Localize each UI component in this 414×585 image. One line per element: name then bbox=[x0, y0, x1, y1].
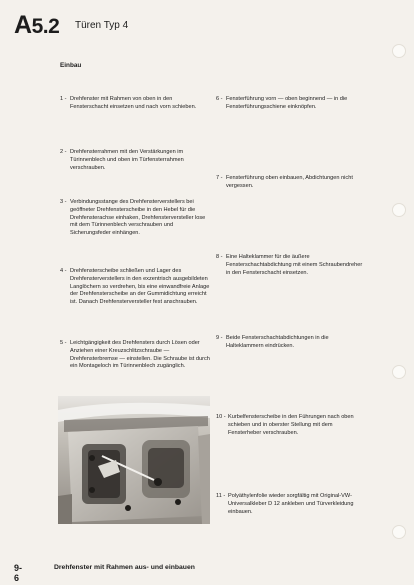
step-text: Eine Halteklammer für die äußere Fensterschachtabdichtung mit einem Schraubendreher in den Fensterschacht einsetzen. bbox=[226, 254, 363, 276]
door-photo bbox=[58, 396, 210, 524]
step-10 bbox=[216, 414, 366, 437]
step-text: Fensterführung oben einbauen, Abdichtungen nicht vergessen. bbox=[226, 175, 353, 189]
step-text: Drehfensterscheibe schließen und Lager des Drehfensterverstellers in den exzentrisch ausgebildeten Langlöchern so verdrehen, bis eine einwandfreie Anlage der Drehfensterscheibe an der Gummidichtung erreicht ist. Danach Drehfensterversteller fest anschrauben. bbox=[70, 268, 210, 306]
step-number: 2 - bbox=[60, 149, 67, 155]
step-text: Verbindungsstange des Drehfensterverstellers bei geöffneter Drehfensterscheibe in den Hebel für die Drehfensterachse einhaken, Drehfensterversteller lose mit dem Türinnenblech verschrauben und Sicherungsfeder einhängen. bbox=[70, 199, 206, 237]
binder-hole bbox=[392, 203, 406, 217]
step-text: Kurbelfensterscheibe in den Führungen nach oben schieben und in oberster Stellung mit dem Fensterheber verschrauben. bbox=[228, 414, 354, 436]
section-code-number: 5.2 bbox=[31, 15, 60, 38]
step-text: Polyäthylenfolie wieder sorgfältig mit Original-VW-Universalkleber D 12 ankleben und Türverkleidung einbauen. bbox=[228, 493, 354, 515]
section-title: Türen Typ 4 bbox=[75, 20, 129, 31]
step-number: 10 - bbox=[216, 414, 226, 420]
section-code bbox=[14, 11, 60, 39]
step-4 bbox=[60, 268, 212, 307]
section-label: Einbau bbox=[60, 62, 82, 69]
step-number: 1 - bbox=[60, 96, 67, 102]
step-text: Leichtgängigkeit des Drehfensters durch Lösen oder Anziehen einer Kreuzschlitzschraube — Drehfensterbremse — einstellen. Die Schraube ist durch ein Montageloch im Türinnenblech zugänglich. bbox=[70, 340, 210, 370]
step-7 bbox=[216, 175, 366, 191]
binder-hole bbox=[392, 365, 406, 379]
step-number: 11 - bbox=[216, 493, 226, 499]
section-code-letter: A bbox=[14, 11, 32, 39]
footer-title: Drehfenster mit Rahmen aus- und einbauen bbox=[54, 564, 195, 571]
step-number: 4 - bbox=[60, 268, 67, 274]
step-text: Beide Fensterschachtabdichtungen in die Halteklammern eindrücken. bbox=[226, 335, 329, 349]
step-text: Fensterführung vorn — oben beginnend — in die Fensterführungsschiene einknöpfen. bbox=[226, 96, 348, 110]
step-number: 9 - bbox=[216, 335, 223, 341]
step-text: Drehfenster mit Rahmen von oben in den Fensterschacht einsetzen und nach vorn schieben. bbox=[70, 96, 197, 110]
step-6 bbox=[216, 96, 366, 112]
step-number: 5 - bbox=[60, 340, 67, 346]
step-3 bbox=[60, 199, 212, 238]
step-text: Drehfensterrahmen mit den Verstärkungen im Türinnenblech und oben im Türfensterrahmen verschrauben. bbox=[70, 149, 184, 171]
binder-hole bbox=[392, 525, 406, 539]
step-5 bbox=[60, 340, 212, 371]
page-number: 9-6 bbox=[14, 563, 23, 583]
step-number: 7 - bbox=[216, 175, 223, 181]
step-number: 3 - bbox=[60, 199, 67, 205]
step-number: 8 - bbox=[216, 254, 223, 260]
step-8 bbox=[216, 254, 366, 277]
step-9 bbox=[216, 335, 366, 351]
step-1 bbox=[60, 96, 212, 112]
step-11 bbox=[216, 493, 366, 516]
binder-hole bbox=[392, 44, 406, 58]
door-interior-illustration bbox=[58, 396, 210, 524]
step-number: 6 - bbox=[216, 96, 223, 102]
step-2 bbox=[60, 149, 212, 172]
